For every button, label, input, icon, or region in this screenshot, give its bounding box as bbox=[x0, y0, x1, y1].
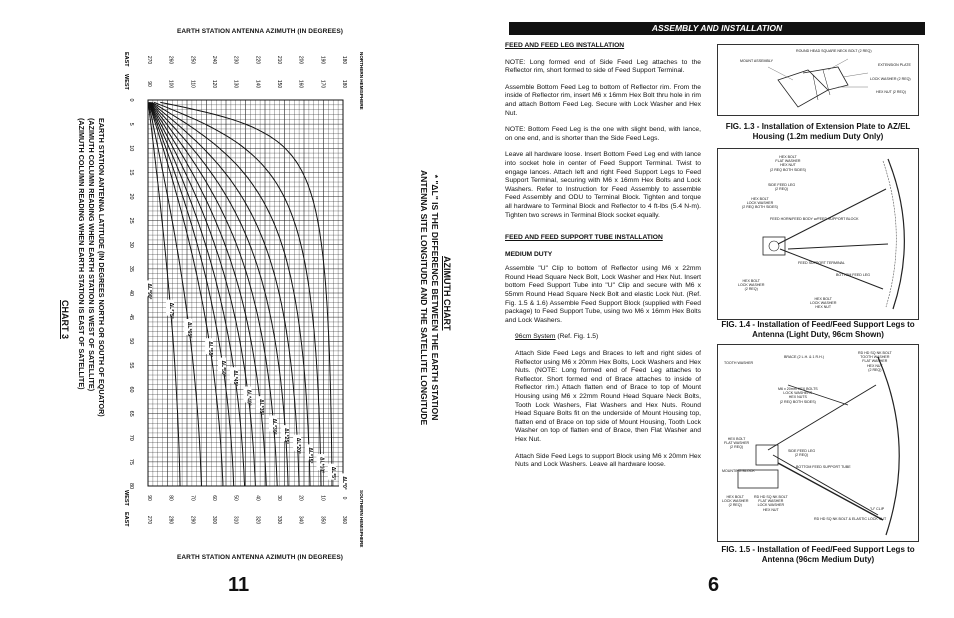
fig15-label-hexbolt2: HEX BOLT LOCK WASHER (2 REQ) bbox=[722, 495, 749, 508]
fig15-label-bottomtube: BOTTOM FEED SUPPORT TUBE bbox=[796, 465, 851, 469]
top-east-tick-label: 260 bbox=[167, 55, 174, 65]
top-east-tick-label: 210 bbox=[276, 55, 282, 65]
delta-l-curve-label: ΔL*15° bbox=[306, 447, 313, 464]
paragraph-1: NOTE: Long formed end of Side Feed Leg attaches to the Reflector rim, short formed to side of Feed Support Terminal. bbox=[505, 58, 701, 75]
fig13-caption: FIG. 1.3 - Installation of Extension Plate to AZ/EL Housing (1.2m medium Duty Only) bbox=[725, 122, 911, 141]
east-label-bottom: EAST bbox=[123, 512, 129, 527]
top-east-tick-label: 250 bbox=[189, 55, 196, 65]
page-number-left: 11 bbox=[228, 574, 250, 596]
fig13-label-1: MOUNT ASSEMBLY bbox=[740, 59, 774, 63]
section-title-bar: ASSEMBLY AND INSTALLATION bbox=[509, 22, 925, 35]
top-west-tick-label: 130 bbox=[232, 79, 239, 89]
heading-feed-leg: FEED AND FEED LEG INSTALLATION bbox=[505, 42, 625, 49]
delta-l-note-line1: * "ΔL" IS THE DIFFERENCE BETWEEN THE EARTH STATION bbox=[430, 174, 440, 421]
page-number-right: 6 bbox=[708, 574, 720, 596]
latitude-tick-label: 10 bbox=[128, 145, 134, 152]
latitude-tick-label: 15 bbox=[128, 169, 134, 176]
bottom-east-tick-label: 270 bbox=[146, 515, 152, 525]
latitude-tick-label: 55 bbox=[128, 362, 134, 369]
bottom-west-tick-label: 80 bbox=[167, 495, 174, 501]
latitude-tick-label: 0 bbox=[128, 98, 134, 102]
top-east-tick-label: 180 bbox=[341, 55, 347, 65]
top-east-tick-label: 220 bbox=[254, 55, 261, 65]
fig15-label-toothwasher: TOOTH WASHER bbox=[724, 361, 754, 365]
latitude-axis-label bbox=[76, 118, 106, 417]
bottom-west-tick-label: 90 bbox=[146, 495, 152, 501]
figure-1-3 bbox=[717, 44, 919, 116]
bottom-east-tick-label: 330 bbox=[276, 515, 282, 525]
fig14-label-bottomleg: BOTTOM FEED LEG bbox=[836, 273, 871, 277]
paragraph-5: Assemble "U" Clip to bottom of Reflector using M6 x 22mm Round Head Square Neck Bolt, Lock Washer and Hex Nut. Insert bottom Feed Support Tube into "U" Clip and secure with M6 x 55mm Round Head Square Neck Bolt and elastic Lock Nut. (Ref. Fig. 1.5 & 1.6) Assemble Feed Support Block (supplied with Feed package) to Feed Support Tube, using two M6 x 16mm Hex Bolts and Lock Washers. bbox=[505, 265, 701, 324]
delta-l-curve-label: ΔL*90° bbox=[146, 283, 152, 300]
delta-l-curve-label: ΔL*5° bbox=[329, 466, 336, 481]
delta-l-curve bbox=[160, 102, 332, 486]
paragraph-4: Leave all hardware loose. Insert Bottom Feed Leg end with lance into socket hole in center of Feed Support Terminal. Twist to engage lances. Attach left and right Feed Support Legs to Feed Support Terminal, securing with M6 x 16mm Hex Bolts and Lock Washers. Refer to Instruction for Feed Assembly to assemble Feed Assembly and ODU to Terminal Block. Tighten and torque all hardware to Terminal Block and Reflector to 4 ft-lbs (5.4 N-m). Tighten two screws in Terminal Block socket equally. bbox=[505, 151, 701, 219]
delta-l-curve bbox=[149, 102, 202, 486]
delta-l-curve-label: ΔL*30° bbox=[271, 418, 278, 435]
delta-l-curve-label: ΔL*35° bbox=[257, 399, 264, 416]
bottom-east-tick-label: 280 bbox=[167, 515, 174, 525]
bottom-west-tick-label: 30 bbox=[276, 495, 282, 501]
fig15-label-rdhd: RD HD SQ NK BOLT TOOTH WASHER FLAT WASHER HEX NUT (2 REQ) bbox=[858, 351, 892, 372]
latitude-tick-label: 80 bbox=[128, 482, 134, 490]
bottom-west-tick-label: 50 bbox=[232, 495, 239, 501]
bottom-east-tick-label: 350 bbox=[319, 515, 326, 525]
fig15-label-uclip: "U" CLIP bbox=[870, 507, 885, 511]
figure-1-4 bbox=[717, 148, 919, 320]
fig15-label-rdhd2: RD HD SQ NK BOLT FLAT WASHER LOCK WASHER HEX NUT bbox=[754, 495, 788, 512]
fig15-label-brace: BRACE (2 L.H. & 1 R.H.) bbox=[784, 355, 824, 359]
fig14-label-feedhorn: FEED HORN/FEED BODY w/FEED SUPPORT BLOCK bbox=[770, 217, 859, 221]
latitude-tick-label: 50 bbox=[128, 338, 134, 345]
fig14-label-hexbolt2: HEX BOLT LOCK WASHER (2 REQ BOTH SIDES) bbox=[742, 197, 778, 210]
bottom-east-tick-label: 290 bbox=[189, 515, 196, 525]
delta-l-curve-label: ΔL*50° bbox=[220, 360, 227, 377]
fig15-label-mountingblock: MOUNTING BLOCK bbox=[722, 469, 755, 473]
top-east-tick-label: 270 bbox=[146, 55, 152, 65]
latitude-tick-label: 75 bbox=[128, 458, 134, 465]
bottom-west-tick-label: 20 bbox=[297, 495, 304, 501]
bottom-west-tick-label: 40 bbox=[254, 495, 261, 501]
bottom-east-tick-label: 360 bbox=[341, 515, 347, 525]
bottom-west-tick-label: 10 bbox=[319, 495, 326, 501]
paragraph-7: Attach Side Feed Legs and Braces to left and right sides of Reflector using M6 x 20mm Hex Bolts, Lock Washers and Hex Nuts. (NOTE: Long formed end of Feed Leg attaches to Reflector. Short formed end of Brace attaches to inside of Reflector rim.) Attach flatten end of Brace to top of Mount Housing using M6 x 22mm Round Head Square Neck Bolts, Tooth Lock Washers, Flat Washers and Hex Nuts. Round Head Square Bolts fit on the underside of Mount Housing top, flatten end of Brace on top side of Mount Housing, Tooth Lock Washer on top of flatten end of Brace, then Flat Washer and Hex Nut. bbox=[515, 350, 701, 443]
southern-hemisphere-label: SOUTHERN HEMISPHERE bbox=[359, 490, 364, 548]
figure-1-4-drawing bbox=[718, 149, 918, 319]
delta-l-curve-label: ΔL*40° bbox=[245, 389, 252, 406]
west-label-top: WEST bbox=[123, 74, 129, 90]
fig14-label-sidefeedleg: SIDE FEED LEG (2 REQ) bbox=[768, 183, 796, 192]
heading-feed-support-tube: FEED AND FEED SUPPORT TUBE INSTALLATION bbox=[505, 234, 663, 242]
top-west-tick-label: 140 bbox=[254, 79, 261, 89]
fig15-label-sidefeedleg: SIDE FEED LEG (2 REQ) bbox=[788, 449, 816, 458]
top-west-tick-label: 170 bbox=[319, 79, 326, 89]
fig13-label-0: ROUND HEAD SQUARE NECK BOLT (2 REQ) bbox=[796, 49, 872, 53]
delta-l-curve-label: ΔL*75° bbox=[168, 302, 175, 319]
paragraph-2: Assemble Bottom Feed Leg to bottom of Reflector rim. From the inside of Reflector rim, insert M6 x 16mm Hex Bolt thru hole in rim and attach Bottom Feed Leg. Secure with Lock Washer and Hex Nut. bbox=[505, 83, 701, 117]
delta-l-curve-label: ΔL*10° bbox=[318, 457, 325, 474]
fig14-label-terminal: FEED SUPPORT TERMINAL bbox=[798, 261, 845, 265]
delta-l-curve bbox=[149, 102, 255, 486]
delta-l-curve-label: ΔL*65° bbox=[186, 321, 193, 339]
bottom-east-tick-label: 300 bbox=[211, 515, 217, 525]
chart-title-bottom: EARTH STATION ANTENNA AZIMUTH (IN DEGREES) bbox=[176, 554, 344, 561]
fig14-caption: FIG. 1.4 - Installation of Feed/Feed Support Legs to Antenna (Light Duty, 96cm Shown) bbox=[721, 320, 915, 339]
latitude-tick-label: 60 bbox=[128, 386, 134, 393]
chart-label: CHART 3 bbox=[60, 300, 70, 340]
northern-hemisphere-label: NORTHERN HEMISPHERE bbox=[359, 52, 364, 110]
fig13-label-2: EXTENSION PLATE bbox=[878, 63, 911, 67]
latitude-tick-label: 20 bbox=[128, 193, 134, 200]
instruction-text bbox=[505, 42, 701, 478]
fig13-label-3: LOCK WASHER (2 REQ) bbox=[870, 77, 911, 81]
top-east-tick-label: 230 bbox=[232, 55, 239, 65]
top-west-tick-label: 180 bbox=[341, 79, 347, 89]
latitude-tick-label: 5 bbox=[128, 122, 134, 126]
fig14-label-hexbolt4: HEX BOLT LOCK WASHER HEX NUT bbox=[810, 297, 837, 310]
paragraph-6-rest: (Ref. Fig. 1.5) bbox=[555, 333, 599, 341]
fig15-label-elastic: RD HD SQ NK BOLT & ELASTIC LOCK NUT bbox=[814, 517, 887, 521]
fig15-label-m6: M6 x 20mm HEX BOLTS LOCK WASHERS HEX NUTS (2 REQ BOTH SIDES) bbox=[778, 387, 818, 404]
top-west-tick-label: 160 bbox=[297, 79, 304, 89]
east-label-top: EAST bbox=[123, 52, 129, 67]
delta-l-curve-label: ΔL*55° bbox=[207, 341, 214, 358]
delta-l-curve-label: ΔL*45° bbox=[231, 370, 238, 387]
system-96cm-link: 96cm System bbox=[515, 333, 556, 341]
fig14-label-hexbolt: HEX BOLT FLAT WASHER HEX NUT (2 REQ BOTH SIDES) bbox=[770, 155, 806, 172]
latitude-tick-label: 70 bbox=[128, 434, 134, 441]
latitude-tick-label: 40 bbox=[128, 289, 134, 297]
latitude-tick-label: 25 bbox=[128, 217, 134, 224]
chart-title-top: EARTH STATION ANTENNA AZIMUTH (IN DEGREES) bbox=[176, 28, 344, 35]
right-page bbox=[477, 0, 954, 618]
latitude-label: EARTH STATION ANTENNA LATITUDE (IN DEGREES NORTH OR SOUTH OF EQUATOR) bbox=[97, 118, 106, 417]
top-east-tick-label: 200 bbox=[297, 55, 304, 65]
medium-duty-subheading: MEDIUM DUTY bbox=[505, 250, 553, 258]
latitude-tick-label: 65 bbox=[128, 410, 134, 417]
fig14-label-hexbolt3: HEX BOLT LOCK WASHER (2 REQ) bbox=[738, 279, 765, 292]
azimuth-chart-title: AZIMUTH CHART bbox=[442, 256, 452, 331]
delta-l-curve-label: ΔL*25° bbox=[283, 428, 290, 445]
figure-1-5 bbox=[717, 344, 919, 542]
paragraph-3: NOTE: Bottom Feed Leg is the one with slight bend, with lance, on one end, and is shorter than the Side Feed Legs. bbox=[505, 126, 701, 142]
delta-l-curve-label: ΔL*0° bbox=[341, 476, 347, 490]
fig15-caption: FIG. 1.5 - Installation of Feed/Feed Support Legs to Antenna (96cm Medium Duty) bbox=[721, 545, 915, 564]
top-west-tick-label: 90 bbox=[146, 81, 152, 87]
bottom-east-tick-label: 320 bbox=[254, 515, 261, 525]
top-west-tick-label: 150 bbox=[276, 79, 282, 89]
delta-l-note bbox=[418, 170, 440, 425]
top-west-tick-label: 100 bbox=[167, 79, 174, 89]
top-east-tick-label: 240 bbox=[211, 55, 217, 65]
top-west-tick-label: 120 bbox=[211, 79, 217, 89]
bottom-west-tick-label: 60 bbox=[211, 495, 217, 501]
paragraph-6 bbox=[505, 333, 701, 342]
west-label-bottom: WEST bbox=[123, 490, 129, 506]
delta-l-curve bbox=[148, 102, 180, 486]
east-note: (AZIMUTH COLUMN READING WHEN EARTH STATION IS EAST OF SATELLITE) bbox=[77, 118, 86, 390]
bottom-west-tick-label: 0 bbox=[341, 496, 347, 500]
top-west-tick-label: 110 bbox=[189, 80, 196, 88]
fig13-label-4: HEX NUT (2 REQ) bbox=[876, 90, 906, 94]
top-east-tick-label: 190 bbox=[319, 55, 326, 65]
bottom-east-tick-label: 340 bbox=[297, 515, 304, 525]
latitude-tick-label: 35 bbox=[128, 265, 134, 272]
delta-l-note-line2: ANTENNA SITE LONGITUDE AND THE SATELLITE LONGITUDE bbox=[419, 170, 429, 426]
latitude-tick-label: 30 bbox=[128, 241, 134, 248]
delta-l-curve-label: ΔL*20° bbox=[295, 437, 302, 454]
paragraph-8: Attach Side Feed Legs to support Block using M6 x 20mm Hex Nuts and Lock Washers. Leave all hardware loose. bbox=[515, 452, 701, 469]
bottom-east-tick-label: 310 bbox=[232, 515, 239, 525]
bottom-west-tick-label: 70 bbox=[189, 495, 196, 501]
west-note: (AZIMUTH COLUMN READING WHEN EARTH STATION IS WEST OF SATELLITE) bbox=[87, 118, 96, 392]
latitude-tick-label: 45 bbox=[128, 314, 134, 321]
fig15-label-hexbolt: HEX BOLT FLAT WASHER (2 REQ) bbox=[724, 437, 750, 450]
